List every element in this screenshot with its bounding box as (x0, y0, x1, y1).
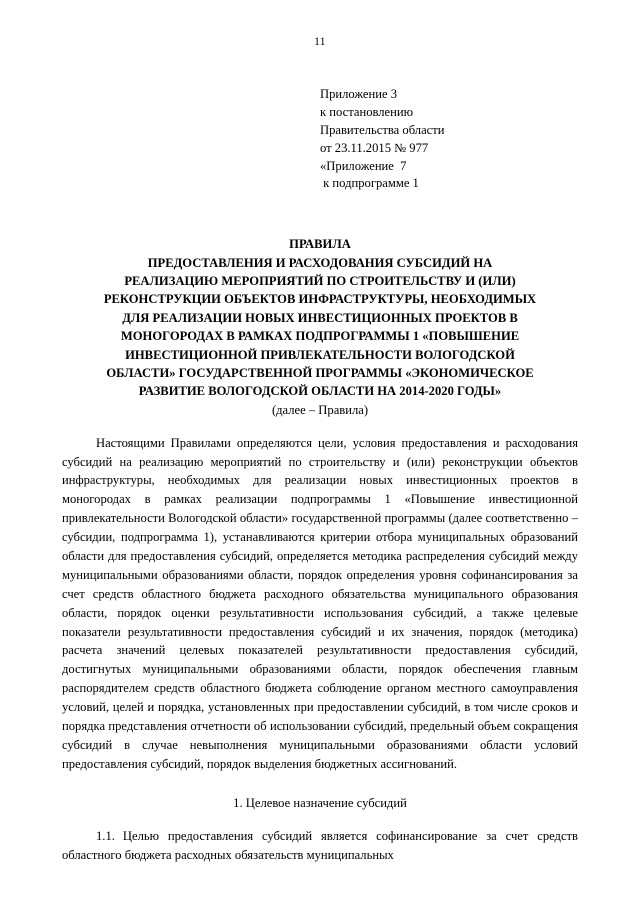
title-line-7: ОБЛАСТИ» ГОСУДАРСТВЕННОЙ ПРОГРАММЫ «ЭКОНОМИЧЕСКОЕ (106, 365, 534, 380)
appendix-line-1: Приложение 3 (320, 87, 398, 101)
appendix-line-4: от 23.11.2015 № 977 (320, 140, 429, 155)
document-subtitle: (далее – Правила) (271, 402, 369, 417)
intro-paragraph: Настоящими Правилами определяются цели, условия предоставления и расходования субсидий на реализацию мероприятий по строительству и (или) реконструкции объектов инфраструктуры, необходимых для реализации новых инвестиционных проектов в моногородах в рамках реализации подпрограммы 1 «Повышение инвестиционной привлекательности Вологодской области» государственной программы (далее соответственно – субсидии, подпрограмма 1), устанавливаются критерии отбора муниципальных образований области для предоставления субсидий, определяется методика распределения субсидий между муниципальными образованиями области, порядок определения уровня софинансирования за счет средств областного бюджета расходного обязательства муниципального образования области, порядок оценки результативности использования субсидий, а также целевые показатели результативности предоставления субсидий и их значения, порядок (методика) расчета значений целевых показателей результативности предоставления субсидий, достигнутых муниципальными образованиями области, порядок обеспечения главным распорядителем средств областного бюджета соблюдение органом местного самоуправления условий, целей и порядка, установленных при предоставлении субсидий, в том числе сроков и порядка представления отчетности об использовании субсидий, предельный объем сокращения субсидий в случае невыполнения муниципальными образованиями области условий предоставления субсидий, порядок выделения бюджетных ассигнований. (62, 435, 578, 771)
appendix-line-5: «Приложение 7 (320, 158, 407, 173)
clause-1-1-text: Целью предоставления субсидий является софинансирование за счет средств областного бюджета расходных обязательств муниципальных (62, 828, 578, 862)
title-line-3: РЕКОНСТРУКЦИИ ОБЪЕКТОВ ИНФРАСТРУКТУРЫ, НЕОБХОДИМЫХ (103, 292, 537, 307)
appendix-line-2: к постановлению (320, 104, 414, 119)
section-1-heading: 1. Целевое назначение субсидий (233, 795, 407, 810)
document-title (62, 235, 578, 400)
appendix-line-3: Правительства области (320, 122, 445, 137)
title-heading: ПРАВИЛА (289, 237, 351, 252)
page-number: 11 (314, 36, 326, 48)
clause-1-1-number: 1.1. (96, 828, 115, 843)
title-line-1: ПРЕДОСТАВЛЕНИЯ И РАСХОДОВАНИЯ СУБСИДИЙ НА (147, 255, 493, 270)
title-line-6: ИНВЕСТИЦИОННОЙ ПРИВЛЕКАТЕЛЬНОСТИ ВОЛОГОДСКОЙ (125, 347, 515, 362)
appendix-reference-block (320, 86, 578, 193)
title-line-5: МОНОГОРОДАХ В РАМКАХ ПОДПРОГРАММЫ 1 «ПОВЫШЕНИЕ (120, 329, 520, 344)
title-line-4: ДЛЯ РЕАЛИЗАЦИИ НОВЫХ ИНВЕСТИЦИОННЫХ ПРОЕКТОВ В (122, 310, 518, 325)
title-line-8: РАЗВИТИЕ ВОЛОГОДСКОЙ ОБЛАСТИ НА 2014-2020 ГОДЫ» (138, 384, 502, 399)
appendix-line-6: к подпрограмме 1 (320, 176, 419, 191)
title-line-2: РЕАЛИЗАЦИЮ МЕРОПРИЯТИЙ ПО СТРОИТЕЛЬСТВУ И (ИЛИ) (124, 274, 516, 288)
clause-1-1 (62, 827, 578, 865)
